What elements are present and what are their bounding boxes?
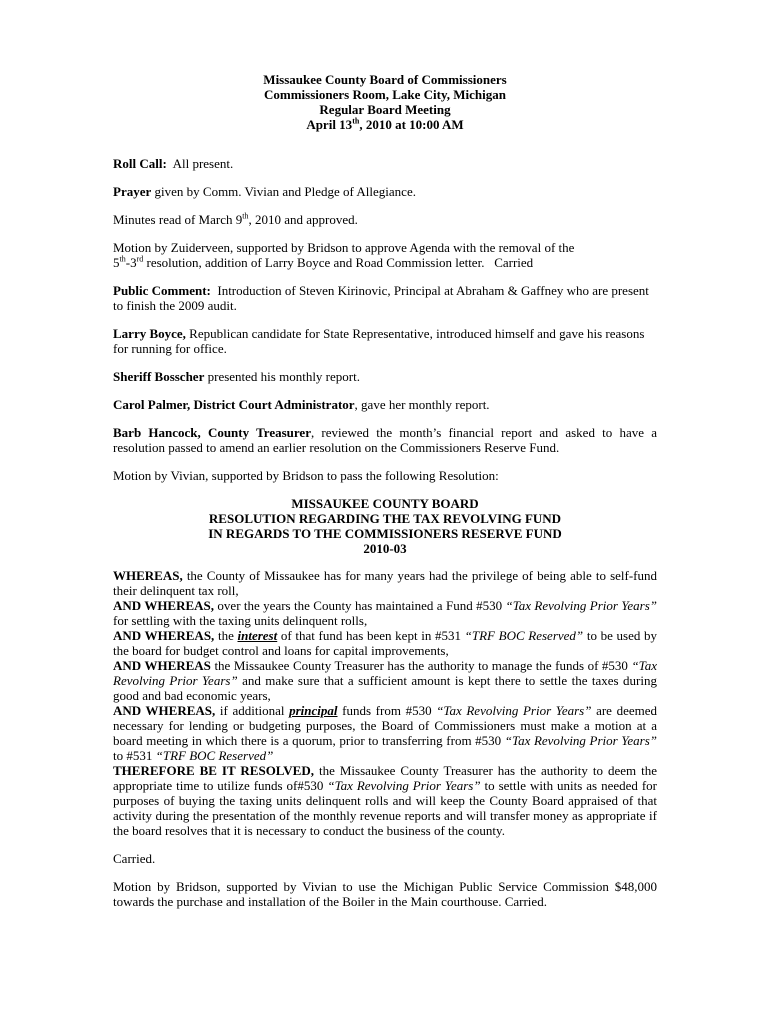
resolution-title: MISSAUKEE COUNTY BOARD RESOLUTION REGARDING THE TAX REVOLVING FUND IN REGARDS TO THE COMMISSIONERS RESERVE FUND 2010-03 (208, 496, 562, 556)
public-comment-paragraph: Public Comment: Introduction of Steven Kirinovic, Principal at Abraham & Gaffney who are present to finish the 2009 audit. (113, 283, 653, 313)
minutes-body (113, 156, 664, 922)
whereas-1: WHEREAS, the County of Missaukee has for many years had the privilege of being able to self-fund their delinquent tax roll, (113, 568, 657, 598)
header-location: Commissioners Room, Lake City, Michigan (264, 87, 506, 102)
resolution-text (113, 568, 664, 838)
whereas-5: AND WHEREAS, if additional principal funds from #530 “Tax Revolving Prior Years” are deemed necessary for lending or budgeting purposes, the Board of Commissioners must make a motion at a board meeting in which there is a quorum, prior to transferring from #530 “Tax Revolving Prior Years” to #531 “TRF BOC Reserved” (113, 703, 664, 763)
roll-call-paragraph: Roll Call: All present. (113, 156, 234, 171)
carol-palmer-paragraph: Carol Palmer, District Court Administrator, gave her monthly report. (113, 397, 490, 412)
whereas-3: AND WHEREAS, the interest of that fund has been kept in #531 “TRF BOC Reserved” to be used by the board for budget control and loans for capital improvements, (113, 628, 658, 658)
roll-call-label: Roll Call: (113, 156, 167, 171)
public-comment-label: Public Comment: (113, 283, 211, 298)
carried-paragraph: Carried. (113, 851, 156, 866)
header-org: Missaukee County Board of Commissioners (263, 72, 507, 87)
prayer-label: Prayer (113, 184, 152, 199)
agenda-motion-paragraph: Motion by Zuiderveen, supported by Bridson to approve Agenda with the removal of the 5th-3rd resolution, addition of Larry Boyce and Road Commission letter. Carried (113, 240, 575, 270)
boiler-motion-paragraph: Motion by Bridson, supported by Vivian to use the Michigan Public Service Commission $48,000 towards the purchase and installation of the Boiler in the Main courthouse. Carried. (113, 879, 657, 909)
carol-palmer-label: Carol Palmer, District Court Administrator (113, 397, 355, 412)
sheriff-paragraph: Sheriff Bosscher presented his monthly report. (113, 369, 360, 384)
larry-boyce-paragraph: Larry Boyce, Republican candidate for State Representative, introduced himself and gave his reasons for running for office. (113, 326, 645, 356)
barb-hancock-paragraph: Barb Hancock, County Treasurer, reviewed the month’s financial report and asked to have a resolution passed to amend an earlier resolution on the Commissioners Reserve Fund. (113, 425, 657, 455)
larry-boyce-label: Larry Boyce, (113, 326, 186, 341)
therefore-resolved: THEREFORE BE IT RESOLVED, the Missaukee County Treasurer has the authority to deem the appropriate time to utilize funds of#530 “Tax Revolving Prior Years” to settle with units as needed for purposes of buying the taxing units delinquent rolls and will keep the County Board appraised of that activity during the presentation of the monthly revenue reports and will transfer money as appropriate if the board resolves that it is necessary to conduct the business of the county. (113, 763, 657, 838)
prayer-paragraph: Prayer given by Comm. Vivian and Pledge of Allegiance. (113, 184, 416, 199)
barb-hancock-label: Barb Hancock, County Treasurer (113, 425, 311, 440)
whereas-2: AND WHEREAS, over the years the County has maintained a Fund #530 “Tax Revolving Prior Years” for settling with the taxing units delinquent rolls, (113, 598, 657, 628)
header-meeting-type: Regular Board Meeting (319, 102, 451, 117)
minutes-paragraph: Minutes read of March 9th, 2010 and approved. (113, 211, 358, 227)
header-date: April 13th, 2010 at 10:00 AM (306, 116, 464, 132)
resolution-motion-paragraph: Motion by Vivian, supported by Bridson to pass the following Resolution: (113, 468, 499, 483)
whereas-4: AND WHEREAS the Missaukee County Treasurer has the authority to manage the funds of #530 “Tax Revolving Prior Years” and make sure that a sufficient amount is kept there to settle the taxes during good and bad economic years, (113, 658, 657, 703)
document-header (0, 72, 770, 132)
sheriff-label: Sheriff Bosscher (113, 369, 205, 384)
